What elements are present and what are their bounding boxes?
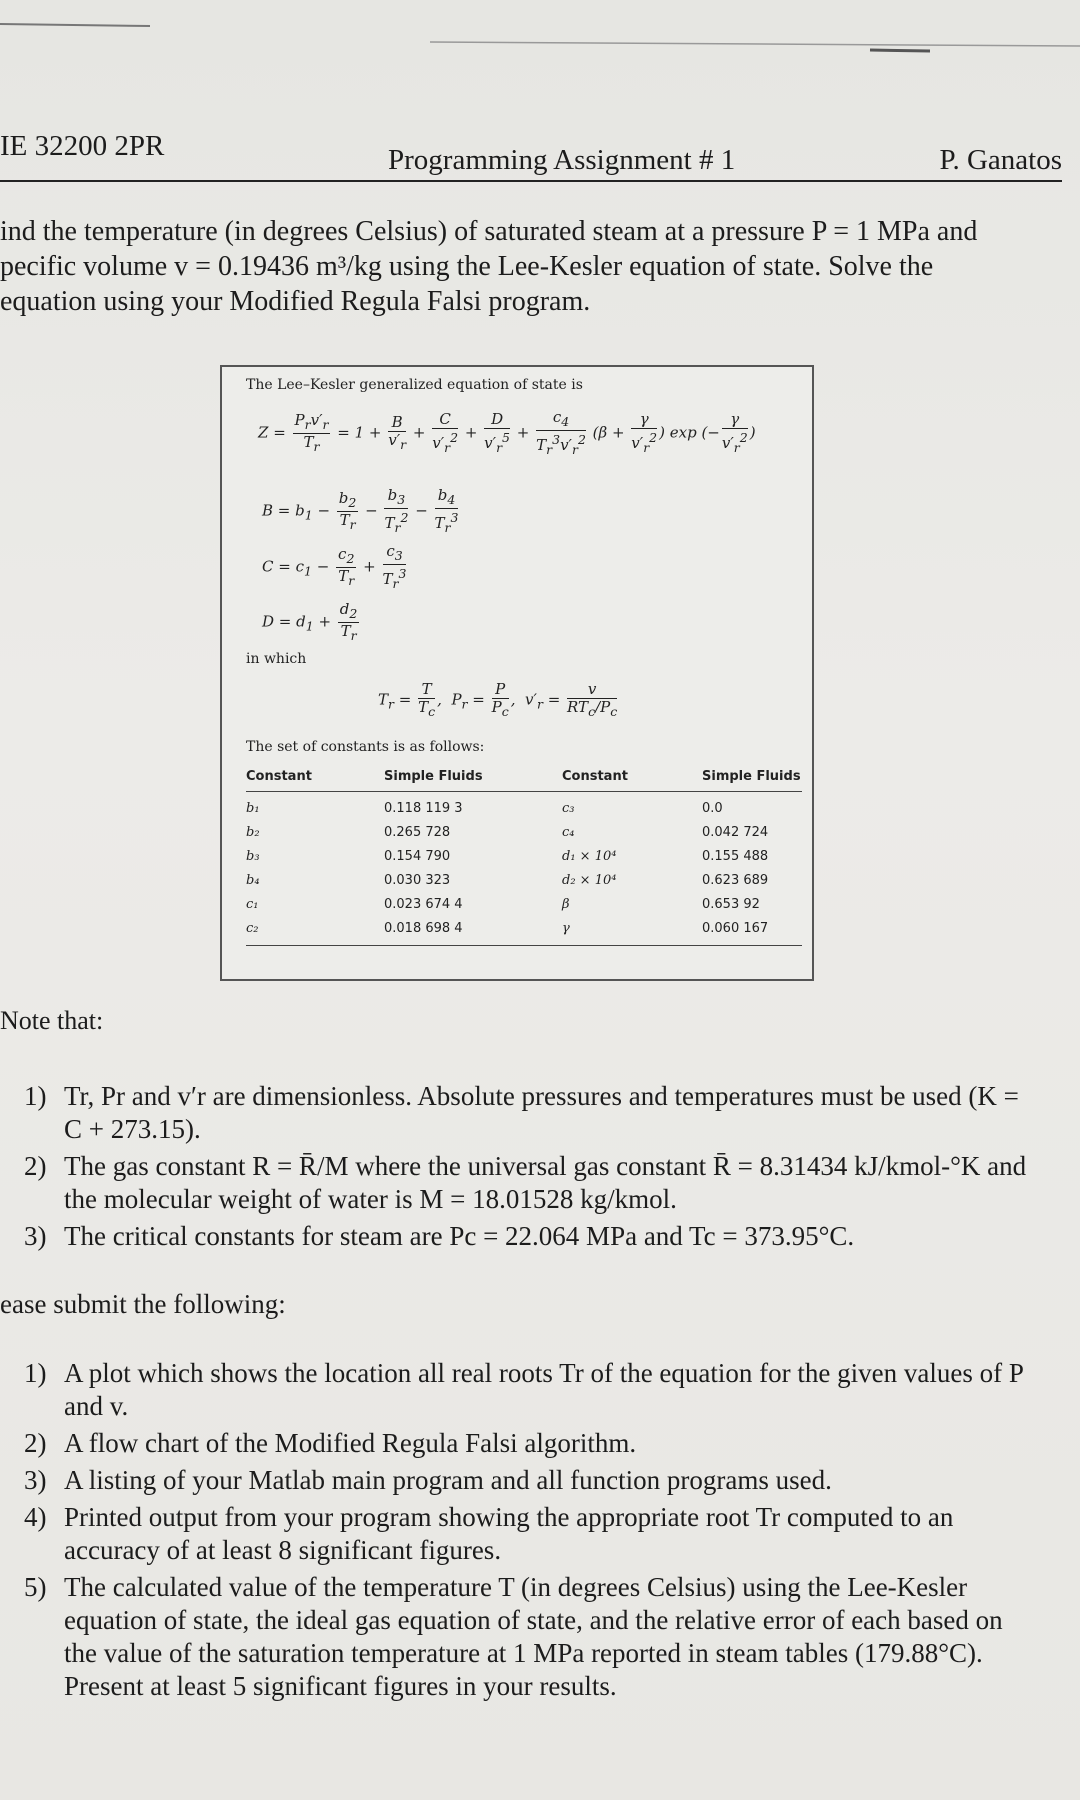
table-row-value: 0.623 689	[702, 873, 769, 888]
constants-intro-text: The set of constants is as follows:	[246, 739, 485, 755]
note-list	[0, 1080, 1040, 1257]
table-row-constant: d₂ × 10⁴	[562, 873, 617, 888]
list-item: 5) The calculated value of the temperature T (in degrees Celsius) using the Lee-Kesler equation of state, the ideal gas equation of state, and the relative error of each based on the value of the saturation temperature at 1 MPa reported in steam tables (179.88°C). Present at least 5 significant figures in your results.	[24, 1572, 1003, 1701]
d-equation: $D = d_1$ + $\frac{d_2}{T_r}$	[262, 600, 358, 643]
page-header	[0, 128, 1062, 182]
reduced-properties-equation: $T_r$ = $\frac{T}{T_c}$ , $P_r$ = $\frac{P}{P_c}$ , $v'_r$ = $\frac{v}{RT_c/P_c}$	[378, 680, 618, 719]
b-equation: $B = b_1$ − $\frac{b_2}{T_r}$ − $\frac{b_3}{T_r^2}$ − $\frac{b_4}{T_r^3}$	[262, 486, 459, 535]
table-row-value: 0.042 724	[702, 825, 769, 840]
submit-item-5: The calculated value of the temperature T (in degrees Celsius) using the Lee-Kesler equation of state, the ideal gas equation of state, and the relative error of each based on the value of the saturation temperature at 1 MPa reported in steam tables (179.88°C). Present at least 5 significant figures in your results.	[64, 1572, 1003, 1701]
table-row-value: 0.265 728	[384, 825, 451, 840]
table-row-value: 0.0	[702, 801, 723, 816]
table-row-value: 0.155 488	[702, 849, 769, 864]
table-bottom-rule	[246, 945, 802, 946]
problem-statement	[0, 214, 1060, 319]
list-item: 2) The gas constant R = R̄/M where the universal gas constant R̄ = 8.31434 kJ/kmol-°K and the molecular weight of water is M = 18.01528 kg/kmol.	[24, 1151, 1027, 1214]
table-row-value: 0.653 92	[702, 897, 760, 912]
problem-line-2: pecific volume v = 0.19436 m³/kg using the Lee-Kesler equation of state. Solve the	[0, 251, 934, 282]
header-simple-fluids-right: Simple Fluids	[702, 769, 801, 784]
lee-kesler-figure	[220, 365, 814, 981]
note-item-2: The gas constant R = R̄/M where the universal gas constant R̄ = 8.31434 kJ/kmol-°K and the molecular weight of water is M = 18.01528 kg/kmol.	[64, 1151, 1027, 1214]
submit-list	[0, 1357, 1040, 1707]
submit-item-1: A plot which shows the location all real roots Tr of the equation for the given values of P and v.	[64, 1358, 1023, 1421]
table-row-constant: γ	[562, 921, 570, 936]
table-header-rule	[246, 791, 802, 792]
submit-label: ease submit the following:	[0, 1289, 286, 1319]
list-item: 2) A flow chart of the Modified Regula Falsi algorithm.	[24, 1428, 637, 1458]
submit-item-3: A listing of your Matlab main program and all function programs used.	[64, 1465, 832, 1495]
list-item: 1) A plot which shows the location all real roots Tr of the equation for the given values of P and v.	[24, 1358, 1023, 1421]
table-row-constant: d₁ × 10⁴	[562, 849, 617, 864]
list-item: 3) A listing of your Matlab main program and all function programs used.	[24, 1465, 832, 1495]
instructor-name: P. Ganatos	[939, 144, 1062, 176]
table-row-constant: b₁	[246, 801, 260, 816]
note-label: Note that:	[0, 1006, 104, 1035]
table-row-constant: c₂	[246, 921, 259, 936]
header-simple-fluids-left: Simple Fluids	[384, 769, 483, 784]
table-row-value: 0.118 119 3	[384, 801, 463, 816]
paper-edge-marks	[0, 20, 1080, 60]
submit-item-2: A flow chart of the Modified Regula Falsi algorithm.	[64, 1428, 637, 1458]
submit-item-4: Printed output from your program showing the appropriate root Tr computed to an accuracy of at least 8 significant figures.	[64, 1502, 954, 1565]
table-row-constant: c₃	[562, 801, 575, 816]
c-equation: $C = c_1$ − $\frac{c_2}{T_r}$ + $\frac{c_3}{T_r^3}$	[262, 542, 407, 591]
table-row-value: 0.060 167	[702, 921, 769, 936]
table-row-value: 0.018 698 4	[384, 921, 463, 936]
figure-intro-text: The Lee–Kesler generalized equation of state is	[246, 377, 583, 393]
z-equation: Z = $\frac{P_rv'_r}{T_r}$ = 1 + $\frac{B}{v'_r}$ + $\frac{C}{v'_r^2}$ + $\frac{D}{v'_r^5}$ + $\frac{c_4}{T_r^3v'_r^2}$ (β + $\frac{\gamma}{v'_r^2}$ ) exp (− $\frac{\gamma}{v'_r^2}$ )	[258, 408, 756, 457]
table-row-constant: b₂	[246, 825, 260, 840]
assignment-title: Programming Assignment # 1	[388, 144, 736, 176]
list-item: 1) Tr, Pr and v′r are dimensionless. Absolute pressures and temperatures must be used (K = C + 273.15).	[24, 1081, 1019, 1144]
table-row-constant: b₄	[246, 873, 260, 888]
table-row-constant: c₄	[562, 825, 575, 840]
table-row-constant: c₁	[246, 897, 259, 912]
note-item-1: Tr, Pr and v′r are dimensionless. Absolute pressures and temperatures must be used (K = C + 273.15).	[64, 1081, 1019, 1144]
note-item-3: The critical constants for steam are Pc = 22.064 MPa and Tc = 373.95°C.	[64, 1221, 855, 1251]
table-row-value: 0.030 323	[384, 873, 451, 888]
table-row-value: 0.023 674 4	[384, 897, 463, 912]
course-code: IE 32200 2PR	[0, 130, 165, 162]
table-row-constant: β	[562, 897, 570, 912]
table-row-value: 0.154 790	[384, 849, 451, 864]
problem-line-1: ind the temperature (in degrees Celsius) of saturated steam at a pressure P = 1 MPa and	[0, 216, 978, 247]
list-item: 4) Printed output from your program showing the appropriate root Tr computed to an accuracy of at least 8 significant figures.	[24, 1502, 954, 1565]
list-item: 3) The critical constants for steam are Pc = 22.064 MPa and Tc = 373.95°C.	[24, 1221, 855, 1251]
problem-line-3: equation using your Modified Regula Falsi program.	[0, 286, 591, 317]
header-constant-left: Constant	[246, 769, 312, 784]
header-constant-right: Constant	[562, 769, 628, 784]
in-which-text: in which	[246, 651, 307, 667]
table-row-constant: b₃	[246, 849, 260, 864]
